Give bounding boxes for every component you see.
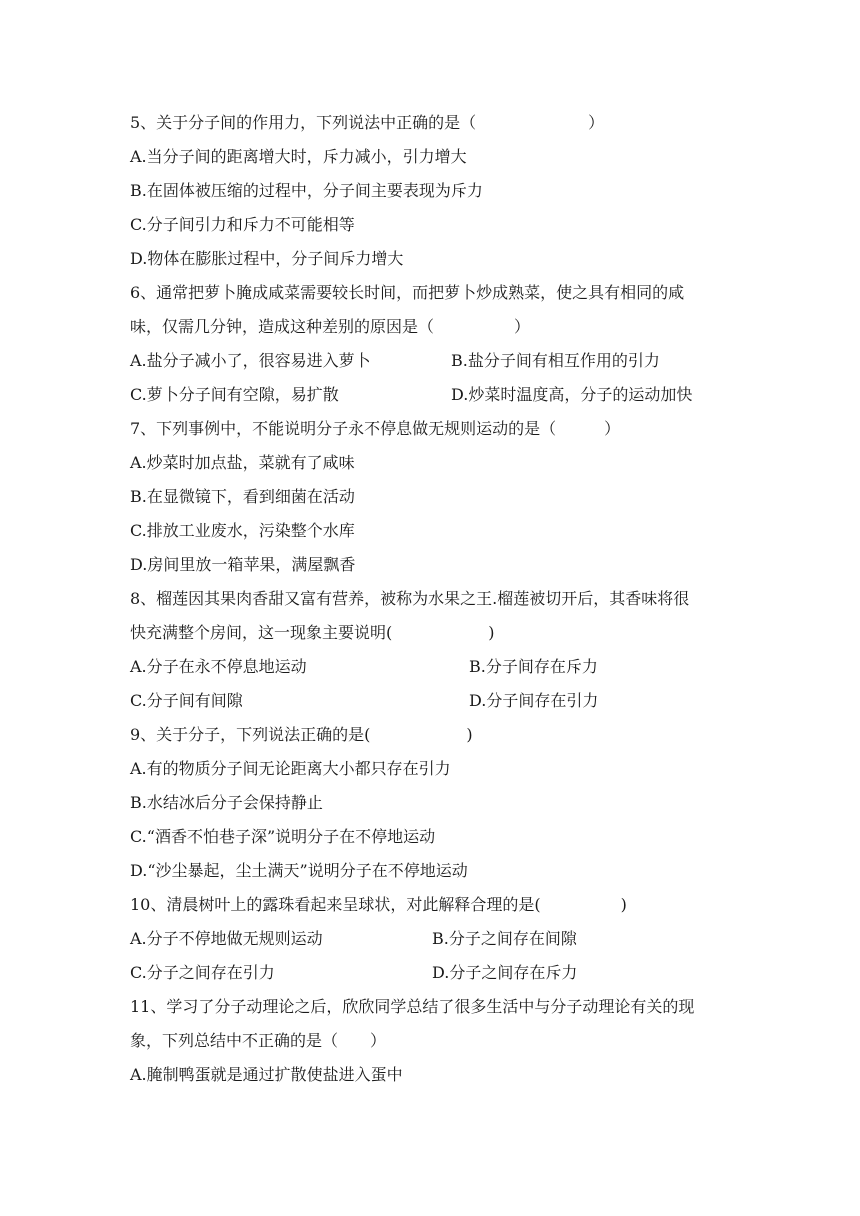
question-6-option-d: D.炒菜时温度高，分子的运动加快 bbox=[451, 385, 693, 404]
question-5-option-a: A.当分子间的距离增大时，斥力减小，引力增大 bbox=[130, 147, 467, 166]
question-11-option-a: A.腌制鸭蛋就是通过扩散使盐进入蛋中 bbox=[130, 1065, 403, 1084]
question-8-stem-line-1: 8、榴莲因其果肉香甜又富有营养，被称为水果之王.榴莲被切开后，其香味将很 bbox=[130, 589, 690, 608]
question-6-stem-line-2: 味，仅需几分钟，造成这种差别的原因是（ ） bbox=[130, 317, 531, 336]
question-5-option-b: B.在固体被压缩的过程中，分子间主要表现为斥力 bbox=[130, 181, 483, 200]
question-10-stem: 10、清晨树叶上的露珠看起来呈球状，对此解释合理的是( ) bbox=[130, 895, 627, 914]
question-10-options-row-2 bbox=[130, 956, 742, 990]
question-10-option-b: B.分子之间存在间隙 bbox=[432, 929, 577, 948]
question-8-option-b: B.分子间存在斥力 bbox=[469, 657, 598, 676]
question-8-options-row-2 bbox=[130, 684, 742, 718]
question-6-option-c: C.萝卜分子间有空隙，易扩散 bbox=[130, 385, 339, 404]
question-6-stem-line-1: 6、通常把萝卜腌成咸菜需要较长时间，而把萝卜炒成熟菜，使之具有相同的咸 bbox=[130, 283, 685, 302]
question-9-option-a: A.有的物质分子间无论距离大小都只存在引力 bbox=[130, 759, 451, 778]
question-8-option-d: D.分子间存在引力 bbox=[469, 691, 599, 710]
question-5-stem: 5、关于分子间的作用力，下列说法中正确的是（ ） bbox=[130, 113, 605, 132]
question-10-option-a: A.分子不停地做无规则运动 bbox=[130, 929, 323, 948]
question-9-stem: 9、关于分子，下列说法正确的是( ) bbox=[130, 725, 473, 744]
question-8-option-a: A.分子在永不停息地运动 bbox=[130, 657, 307, 676]
question-6-option-b: B.盐分子间有相互作用的引力 bbox=[451, 351, 660, 370]
question-7-option-b: B.在显微镜下，看到细菌在活动 bbox=[130, 487, 355, 506]
question-9-option-d: D.“沙尘暴起，尘土满天”说明分子在不停地运动 bbox=[130, 861, 468, 880]
question-5-option-d: D.物体在膨胀过程中，分子间斥力增大 bbox=[130, 249, 404, 268]
question-10-option-c: C.分子之间存在引力 bbox=[130, 963, 275, 982]
question-6-options-row-2 bbox=[130, 378, 742, 412]
question-6-option-a: A.盐分子减小了，很容易进入萝卜 bbox=[130, 351, 371, 370]
question-5-option-c: C.分子间引力和斥力不可能相等 bbox=[130, 215, 355, 234]
question-7-stem: 7、下列事例中，不能说明分子永不停息做无规则运动的是（ ） bbox=[130, 419, 621, 438]
question-8-options-row-1 bbox=[130, 650, 742, 684]
question-8-option-c: C.分子间有间隙 bbox=[130, 691, 243, 710]
question-7-option-d: D.房间里放一箱苹果，满屋飘香 bbox=[130, 555, 356, 574]
question-9-option-b: B.水结冰后分子会保持静止 bbox=[130, 793, 323, 812]
question-11-stem-line-1: 11、学习了分子动理论之后，欣欣同学总结了很多生活中与分子动理论有关的现 bbox=[130, 997, 695, 1016]
question-10-option-d: D.分子之间存在斥力 bbox=[432, 963, 578, 982]
question-8-stem-line-2: 快充满整个房间，这一现象主要说明( ) bbox=[130, 623, 495, 642]
question-9-option-c: C.“酒香不怕巷子深”说明分子在不停地运动 bbox=[130, 827, 436, 846]
question-7-option-a: A.炒菜时加点盐，菜就有了咸味 bbox=[130, 453, 355, 472]
question-10-options-row-1 bbox=[130, 922, 742, 956]
question-11-stem-line-2: 象，下列总结中不正确的是（ ） bbox=[130, 1031, 387, 1050]
question-6-options-row-1 bbox=[130, 344, 742, 378]
question-7-option-c: C.排放工业废水，污染整个水库 bbox=[130, 521, 355, 540]
